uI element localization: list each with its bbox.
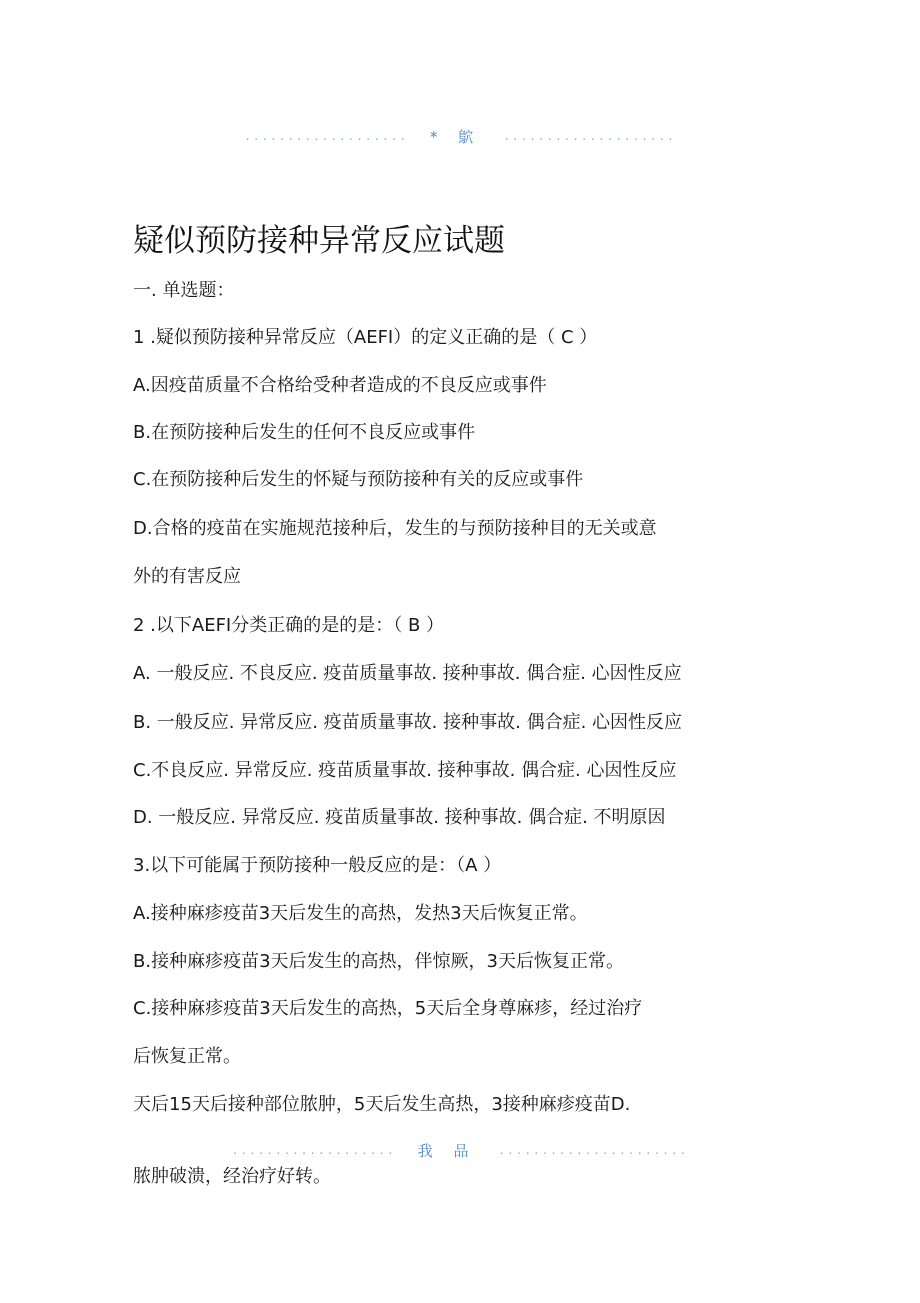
q2-option-c: C.不良反应. 异常反应. 疫苗质量事故. 接种事故. 偶合症. 心因性反应 (133, 760, 677, 781)
q1-option-b: B.在预防接种后发生的任何不良反应或事件 (133, 422, 476, 443)
page-footer-decoration (0, 1140, 920, 1161)
section-heading: 一. 单选题： (133, 280, 235, 301)
q2-option-b: B. 一般反应. 异常反应. 疫苗质量事故. 接种事故. 偶合症. 心因性反应 (133, 712, 683, 733)
footer-dots-left: ................... (231, 1144, 396, 1157)
question-3: 3.以下可能属于预防接种一般反应的是：（A ） (133, 855, 502, 876)
header-dots-right: .................... (503, 130, 676, 143)
q2-option-d: D. 一般反应. 异常反应. 疫苗质量事故. 接种事故. 偶合症. 不明原因 (133, 807, 666, 828)
question-1: 1 .疑似预防接种异常反应（AEFI）的定义正确的是（ C ） (133, 327, 598, 348)
q2-option-a: A. 一般反应. 不良反应. 疫苗质量事故. 接种事故. 偶合症. 心因性反应 (133, 663, 682, 684)
q3-option-b: B.接种麻疹疫苗3天后发生的高热，伴惊厥，3天后恢复正常。 (133, 951, 624, 972)
q3-option-a: A.接种麻疹疫苗3天后发生的高热，发热3天后恢复正常。 (133, 903, 588, 924)
footer-mark: 我 品 (417, 1142, 477, 1160)
q3-option-c-cont: 后恢复正常。 (133, 1046, 241, 1067)
q3-option-d-cont: 脓肿破溃，经治疗好转。 (133, 1166, 331, 1187)
header-dots-left: ................... (244, 130, 409, 143)
q1-option-c: C.在预防接种后发生的怀疑与预防接种有关的反应或事件 (133, 469, 584, 490)
footer-dots-right: ...................... (498, 1144, 689, 1157)
q1-option-d-cont: 外的有害反应 (133, 566, 241, 587)
q3-option-d: 天后15天后接种部位脓肿，5天后发生高热，3接种麻疹疫苗D. (133, 1094, 631, 1115)
question-2: 2 .以下AEFI分类正确的是的是：（ B ） (133, 615, 445, 636)
document-title: 疑似预防接种异常反应试题 (133, 223, 505, 259)
header-mark: * 鴥 (430, 128, 482, 146)
q1-option-a: A.因疫苗质量不合格给受种者造成的不良反应或事件 (133, 375, 547, 396)
q1-option-d: D.合格的疫苗在实施规范接种后，发生的与预防接种目的无关或意 (133, 518, 657, 539)
page-header-decoration (0, 126, 920, 147)
q3-option-c: C.接种麻疹疫苗3天后发生的高热，5天后全身尊麻疹，经过治疗 (133, 998, 643, 1019)
